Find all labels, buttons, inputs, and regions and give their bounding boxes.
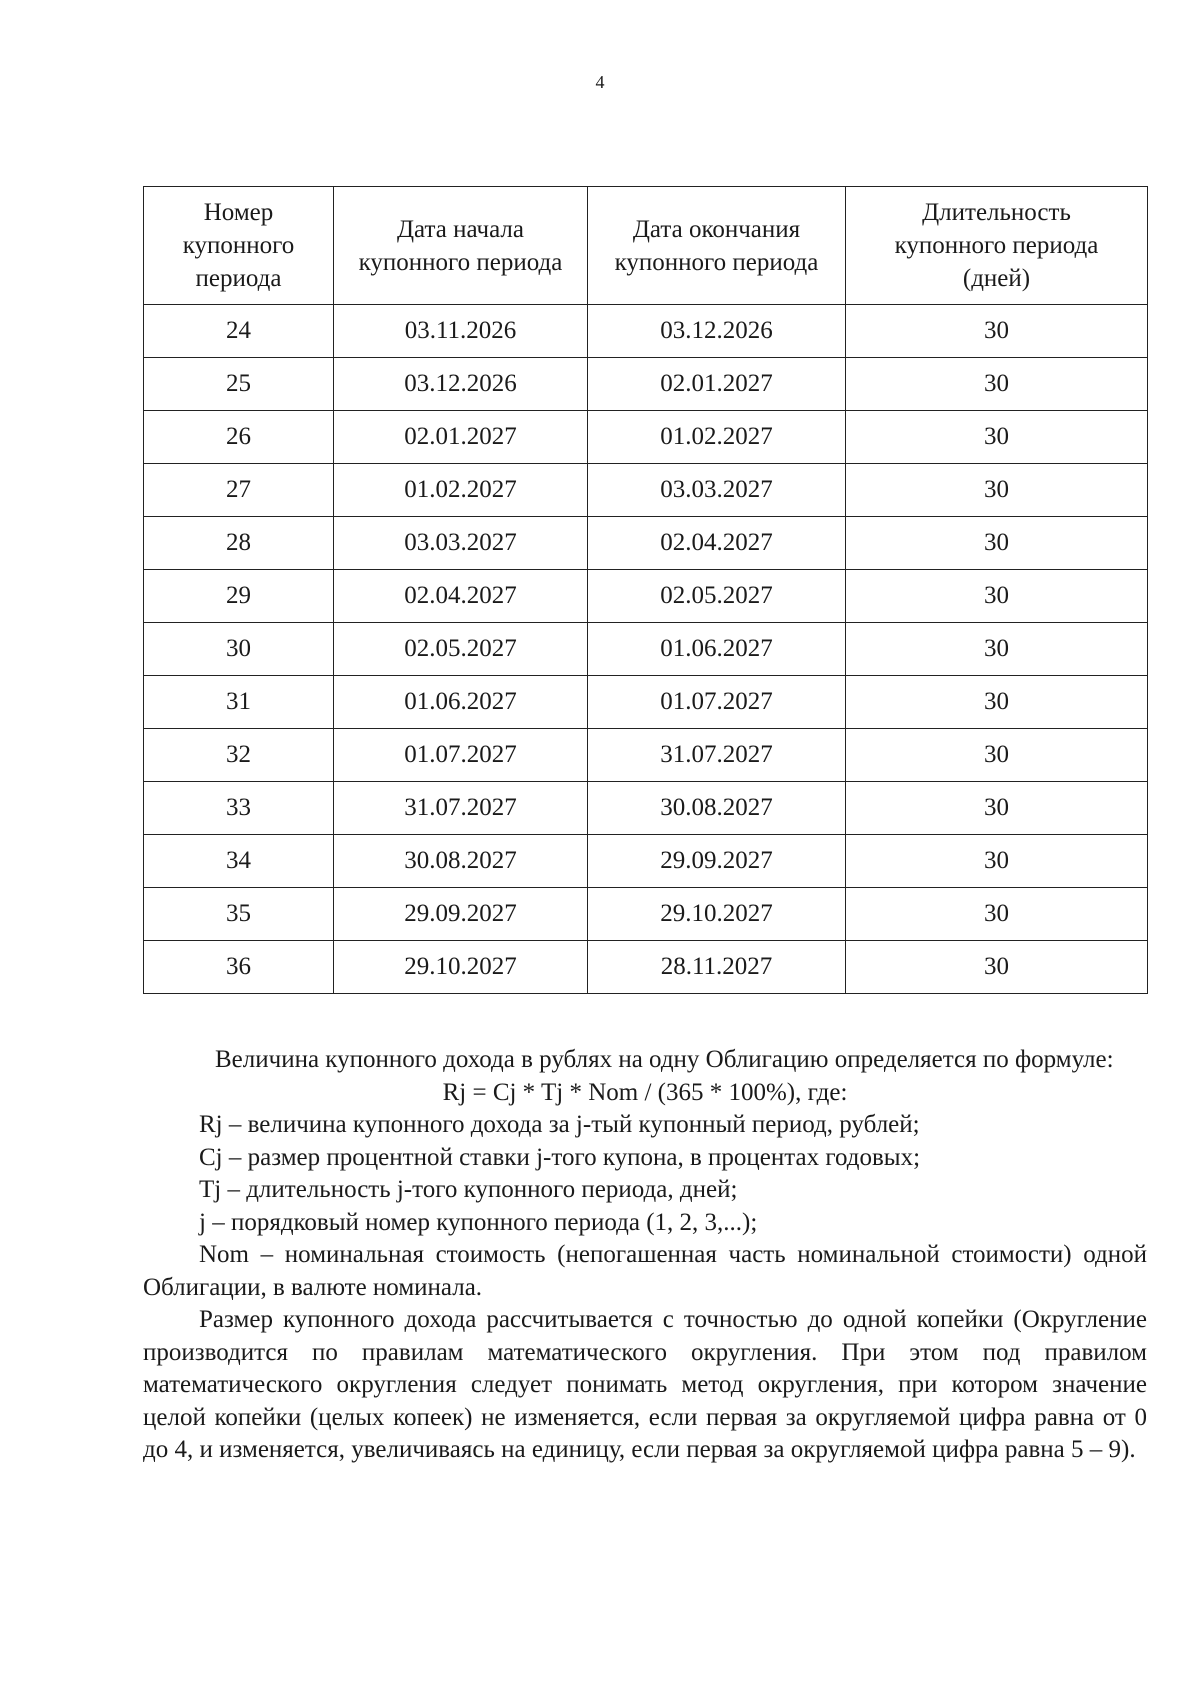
cell-start-date: 29.10.2027 <box>334 941 588 994</box>
cell-coupon-number: 26 <box>144 411 334 464</box>
intro-paragraph: Величина купонного дохода в рублях на одну Облигацию определяется по формуле: <box>215 1046 1114 1073</box>
cell-coupon-number: 27 <box>144 464 334 517</box>
table-row <box>144 623 1148 676</box>
cell-coupon-number: 28 <box>144 517 334 570</box>
cell-end-date: 29.09.2027 <box>588 835 846 888</box>
cell-start-date: 30.08.2027 <box>334 835 588 888</box>
cell-start-date: 02.04.2027 <box>334 570 588 623</box>
cell-start-date: 02.05.2027 <box>334 623 588 676</box>
cell-start-date: 29.09.2027 <box>334 888 588 941</box>
table-row <box>144 782 1148 835</box>
cell-end-date: 28.11.2027 <box>588 941 846 994</box>
cell-end-date: 01.06.2027 <box>588 623 846 676</box>
table-row <box>144 411 1148 464</box>
cell-coupon-number: 25 <box>144 358 334 411</box>
cell-duration: 30 <box>846 517 1148 570</box>
table-body <box>144 305 1148 994</box>
table-row <box>144 358 1148 411</box>
cell-coupon-number: 32 <box>144 729 334 782</box>
cell-duration: 30 <box>846 570 1148 623</box>
cell-start-date: 02.01.2027 <box>334 411 588 464</box>
coupon-periods-table <box>143 186 1148 994</box>
cell-duration: 30 <box>846 305 1148 358</box>
table-row <box>144 835 1148 888</box>
table-row <box>144 517 1148 570</box>
cell-end-date: 02.04.2027 <box>588 517 846 570</box>
cell-duration: 30 <box>846 464 1148 517</box>
cell-start-date: 01.02.2027 <box>334 464 588 517</box>
table-row <box>144 305 1148 358</box>
cell-end-date: 01.02.2027 <box>588 411 846 464</box>
cell-start-date: 01.07.2027 <box>334 729 588 782</box>
cell-coupon-number: 29 <box>144 570 334 623</box>
table-row <box>144 570 1148 623</box>
cell-duration: 30 <box>846 835 1148 888</box>
cell-duration: 30 <box>846 888 1148 941</box>
header-duration: Длительность купонного периода (дней) <box>846 187 1148 305</box>
cell-start-date: 31.07.2027 <box>334 782 588 835</box>
definition-rj: Rj – величина купонного дохода за j-тый купонный период, рублей; <box>199 1111 920 1138</box>
cell-duration: 30 <box>846 941 1148 994</box>
cell-duration: 30 <box>846 411 1148 464</box>
cell-duration: 30 <box>846 729 1148 782</box>
cell-duration: 30 <box>846 782 1148 835</box>
cell-end-date: 01.07.2027 <box>588 676 846 729</box>
cell-end-date: 03.12.2026 <box>588 305 846 358</box>
cell-start-date: 01.06.2027 <box>334 676 588 729</box>
cell-coupon-number: 34 <box>144 835 334 888</box>
cell-coupon-number: 33 <box>144 782 334 835</box>
cell-coupon-number: 31 <box>144 676 334 729</box>
definition-tj: Tj – длительность j-того купонного периода, дней; <box>199 1176 738 1203</box>
cell-coupon-number: 35 <box>144 888 334 941</box>
table-row <box>144 676 1148 729</box>
cell-duration: 30 <box>846 676 1148 729</box>
cell-end-date: 02.01.2027 <box>588 358 846 411</box>
cell-coupon-number: 30 <box>144 623 334 676</box>
definition-cj: Cj – размер процентной ставки j-того купона, в процентах годовых; <box>199 1143 921 1171</box>
cell-end-date: 31.07.2027 <box>588 729 846 782</box>
table-row <box>144 888 1148 941</box>
definition-j: j – порядковый номер купонного периода (1, 2, 3,...); <box>199 1208 758 1236</box>
cell-end-date: 29.10.2027 <box>588 888 846 941</box>
cell-start-date: 03.12.2026 <box>334 358 588 411</box>
cell-coupon-number: 36 <box>144 941 334 994</box>
table-row <box>144 464 1148 517</box>
header-end-date: Дата окончания купонного периода <box>588 187 846 305</box>
rounding-paragraph: Размер купонного дохода рассчитывается с точностью до одной копейки (Округление производится по правилам математического округления. При этом под правилом математического округления следует понимать метод округления, при котором значение целой копейки (целых копеек) не изменяется, если первая за округляемой цифра равна от 0 до 4, и изменяется, увеличиваясь на единицу, если первая за округляемой цифра равна 5 – 9). <box>143 1306 1147 1463</box>
table-row <box>144 941 1148 994</box>
header-coupon-number: Номер купонного периода <box>144 187 334 305</box>
table-header-row <box>144 187 1148 305</box>
page-number: 4 <box>595 72 605 92</box>
cell-duration: 30 <box>846 358 1148 411</box>
cell-end-date: 30.08.2027 <box>588 782 846 835</box>
coupon-formula: Rj = Cj * Tj * Nom / (365 * 100%), где: <box>442 1078 848 1106</box>
definition-nom: Nom – номинальная стоимость (непогашенная часть номинальной стоимости) одной Облигации, в валюте номинала. <box>143 1241 1147 1301</box>
table-row <box>144 729 1148 782</box>
header-start-date: Дата начала купонного периода <box>334 187 588 305</box>
cell-start-date: 03.11.2026 <box>334 305 588 358</box>
cell-coupon-number: 24 <box>144 305 334 358</box>
cell-duration: 30 <box>846 623 1148 676</box>
cell-start-date: 03.03.2027 <box>334 517 588 570</box>
cell-end-date: 02.05.2027 <box>588 570 846 623</box>
formula-section <box>143 1044 1147 1467</box>
cell-end-date: 03.03.2027 <box>588 464 846 517</box>
